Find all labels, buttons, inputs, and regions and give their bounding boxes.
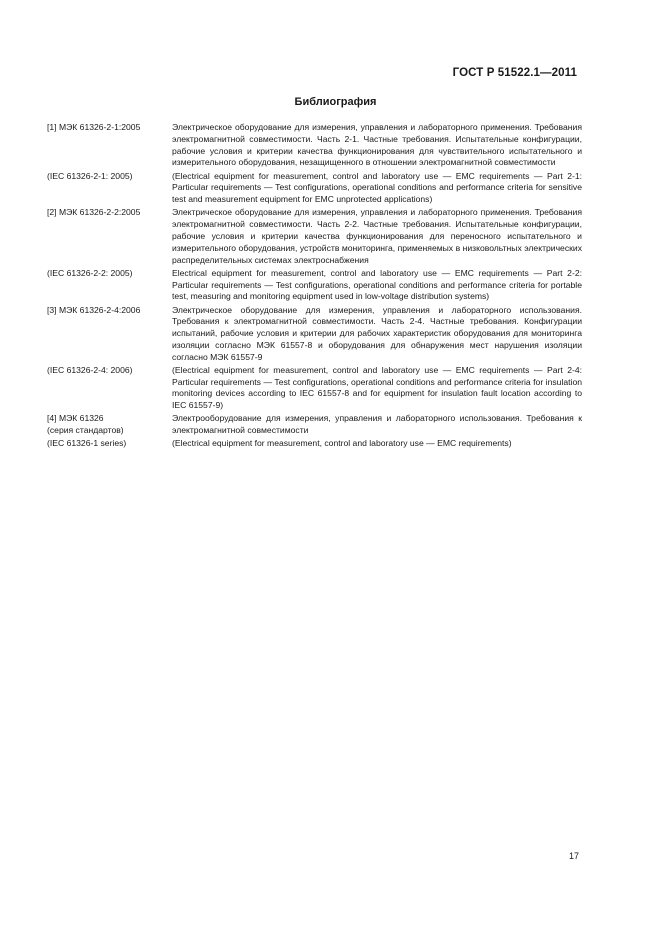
bibliography-list [47, 122, 582, 452]
entry-reference: (IEC 61326-2-4: 2006) [47, 364, 133, 375]
entry-reference: [2] МЭК 61326-2-2:2005 [47, 207, 141, 218]
entry-reference: [1] МЭК 61326-2-1:2005 [47, 122, 141, 132]
entry-description: Electrical equipment for measurement, control and laboratory use — EMC requirements — Part 2-2: Particular requirements — Test configurations, operational conditions and performance criteria for portable test, measuring and monitoring equipment used in low-voltage distribution systems) [172, 267, 582, 302]
bibliography-entry [47, 305, 582, 364]
bibliography-entry [47, 122, 582, 169]
bibliography-entry [47, 413, 582, 437]
bibliography-title: Библиография [294, 96, 377, 108]
bibliography-entry [47, 365, 582, 412]
entry-reference: (IEC 61326-1 series) [47, 438, 127, 449]
entry-description: Электрическое оборудование для измерения, управления и лабораторного использования. Требования к электромагнитной совместимости. Часть 2-4. Частные требования. Конфигурации испытаний, рабочие условия и критерии для рабочих характеристик оборудования для мониторинга изоляции согласно МЭК 61557-8 и оборудования для обнаружения мест нарушения изоляции согласно МЭК 61557-9 [172, 304, 582, 362]
entry-reference: (IEC 61326-2-2: 2005) [47, 267, 133, 278]
entry-reference: [4] МЭК 61326 (серия стандартов) [47, 413, 124, 436]
entry-description: (Electrical equipment for measurement, control and laboratory use — EMC requirements — Part 2-4: Particular requirements — Test configurations, operational conditions and performance criteria for insulation monitoring devices according to IEC 61557-8 and for equipment for insulation fault location according to IEC 61557-9) [172, 364, 582, 411]
page-number: 17 [568, 851, 579, 861]
entry-description: (Electrical equipment for measurement, control and laboratory use — EMC requirements — Part 2-1: Particular requirements — Test configurations, operational conditions and performance criteria for sensitive test and measurement equipment for EMC unprotected applications) [172, 170, 582, 205]
entry-description: Электрическое оборудование для измерения, управления и лабораторного применения. Требования электромагнитной совместимости. Часть 2-2. Частные требования. Испытательные конфигурации, рабочие условия и критерии качества функционирования для переносного испытательного и измерительного оборудования, устройств мониторинга, применяемых в низковольтных электрических распределительных системах электроснабжения [172, 207, 582, 265]
bibliography-entry [47, 207, 582, 266]
entry-reference: (IEC 61326-2-1: 2005) [47, 170, 133, 181]
standard-code-header: ГОСТ Р 51522.1—2011 [452, 67, 577, 79]
entry-description: (Electrical equipment for measurement, control and laboratory use — EMC requirements) [172, 438, 512, 449]
entry-description: Электрическое оборудование для измерения, управления и лабораторного применения. Требования электромагнитной совместимости. Часть 2-1. Частные требования. Испытательные конфигурации, рабочие условия и критерии качества функционирования для чувствительного испытательного и измерительного оборудования, незащищенного в отношении электромагнитной совместимости [172, 122, 582, 168]
entry-reference: [3] МЭК 61326-2-4:2006 [47, 304, 141, 315]
entry-description: Электрооборудование для измерения, управления и лабораторного использования. Требования к электромагнитной совместимости [172, 413, 582, 436]
bibliography-entry [47, 268, 582, 303]
bibliography-entry [47, 171, 582, 206]
bibliography-entry [47, 438, 582, 450]
